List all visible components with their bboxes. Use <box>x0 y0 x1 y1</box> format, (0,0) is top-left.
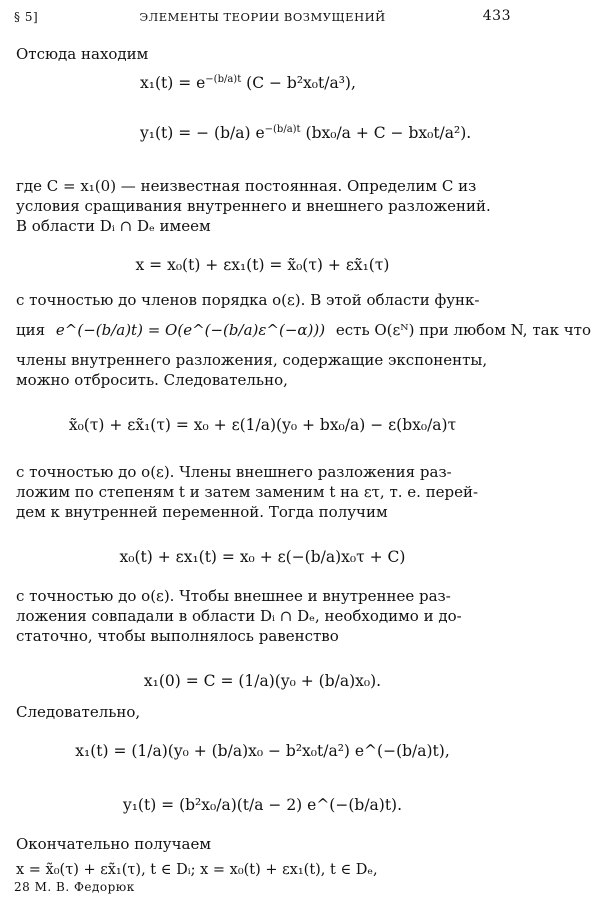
paragraph-line: Отсюда находим <box>16 45 149 63</box>
paragraph-line: Следовательно, <box>16 703 141 721</box>
paragraph-line: с точностью до o(ε). Члены внешнего разложения раз- <box>16 463 452 481</box>
text-part: есть O(εᴺ) при любом N, так что <box>335 321 591 339</box>
text-part: ция <box>16 321 46 339</box>
paragraph-line: с точностью до o(ε). Чтобы внешнее и внутреннее раз- <box>16 587 451 605</box>
paragraph-line: Окончательно получаем <box>16 835 212 853</box>
eq-part: x₁(t) = e <box>140 74 206 93</box>
paragraph-line: ложения совпадали в области Dᵢ ∩ Dₑ, необходимо и до- <box>16 607 462 625</box>
inline-equation: e^(−(b/a)t) = O(e^(−(b/a)ε^(−α))) <box>55 321 326 339</box>
paragraph-line: члены внутреннего разложения, содержащие экспоненты, <box>16 351 488 369</box>
footer-signature: 28 М. В. Федорюк <box>14 880 135 894</box>
running-header <box>14 6 511 28</box>
equation-outer-expansion: x₀(t) + εx₁(t) = x₀ + ε(−(b/a)x₀τ + C) <box>119 548 406 566</box>
eq-exponent: −(b/a)t <box>264 124 301 135</box>
paragraph-line <box>16 320 591 340</box>
eq-exponent: −(b/a)t <box>205 74 242 85</box>
page-number: 433 <box>482 8 511 24</box>
paragraph-line: где C = x₁(0) — неизвестная постоянная. Определим C из <box>16 177 477 195</box>
equation-matching: x = x₀(t) + εx₁(t) = x̃₀(τ) + εx̃₁(τ) <box>135 256 390 274</box>
section-ref: § 5] <box>14 10 39 24</box>
paragraph-line: ложим по степеням t и затем заменим t на ετ, т. е. перей- <box>16 483 479 501</box>
chapter-title: ЭЛЕМЕНТЫ ТЕОРИИ ВОЗМУЩЕНИЙ <box>139 10 386 24</box>
equation-y1-final: y₁(t) = (b²x₀/a)(t/a − 2) e^(−(b/a)t). <box>122 796 403 814</box>
paragraph-line: В области Dᵢ ∩ Dₑ имеем <box>16 217 211 235</box>
equation-inner-expansion: x̃₀(τ) + εx̃₁(τ) = x₀ + ε(1/a)(y₀ + bx₀/a) − ε(bx₀/a)τ <box>68 416 457 434</box>
equation-y1 <box>140 124 471 142</box>
paragraph-line: с точностью до членов порядка o(ε). В этой области функ- <box>16 291 480 309</box>
paragraph-line: дем к внутренней переменной. Тогда получим <box>16 503 388 521</box>
eq-part: y₁(t) = − (b/a) e <box>140 124 265 143</box>
equation-x1 <box>140 74 356 92</box>
paragraph-line: можно отбросить. Следовательно, <box>16 371 288 389</box>
equation-final-result: x = x̃₀(τ) + εx̃₁(τ), t ∈ Dᵢ; x = x₀(t) + εx₁(t), t ∈ Dₑ, <box>16 862 378 878</box>
equation-constant-C: x₁(0) = C = (1/a)(y₀ + (b/a)x₀). <box>143 672 382 690</box>
paragraph-line: статочно, чтобы выполнялось равенство <box>16 627 339 645</box>
equation-x1-final: x₁(t) = (1/a)(y₀ + (b/a)x₀ − b²x₀t/a²) e^(−(b/a)t), <box>75 742 450 760</box>
paragraph-line: условия сращивания внутреннего и внешнего разложений. <box>16 197 491 215</box>
eq-part: (bx₀/a + C − bx₀t/a²). <box>305 124 472 143</box>
eq-part: (C − b²x₀t/a³), <box>246 74 356 93</box>
